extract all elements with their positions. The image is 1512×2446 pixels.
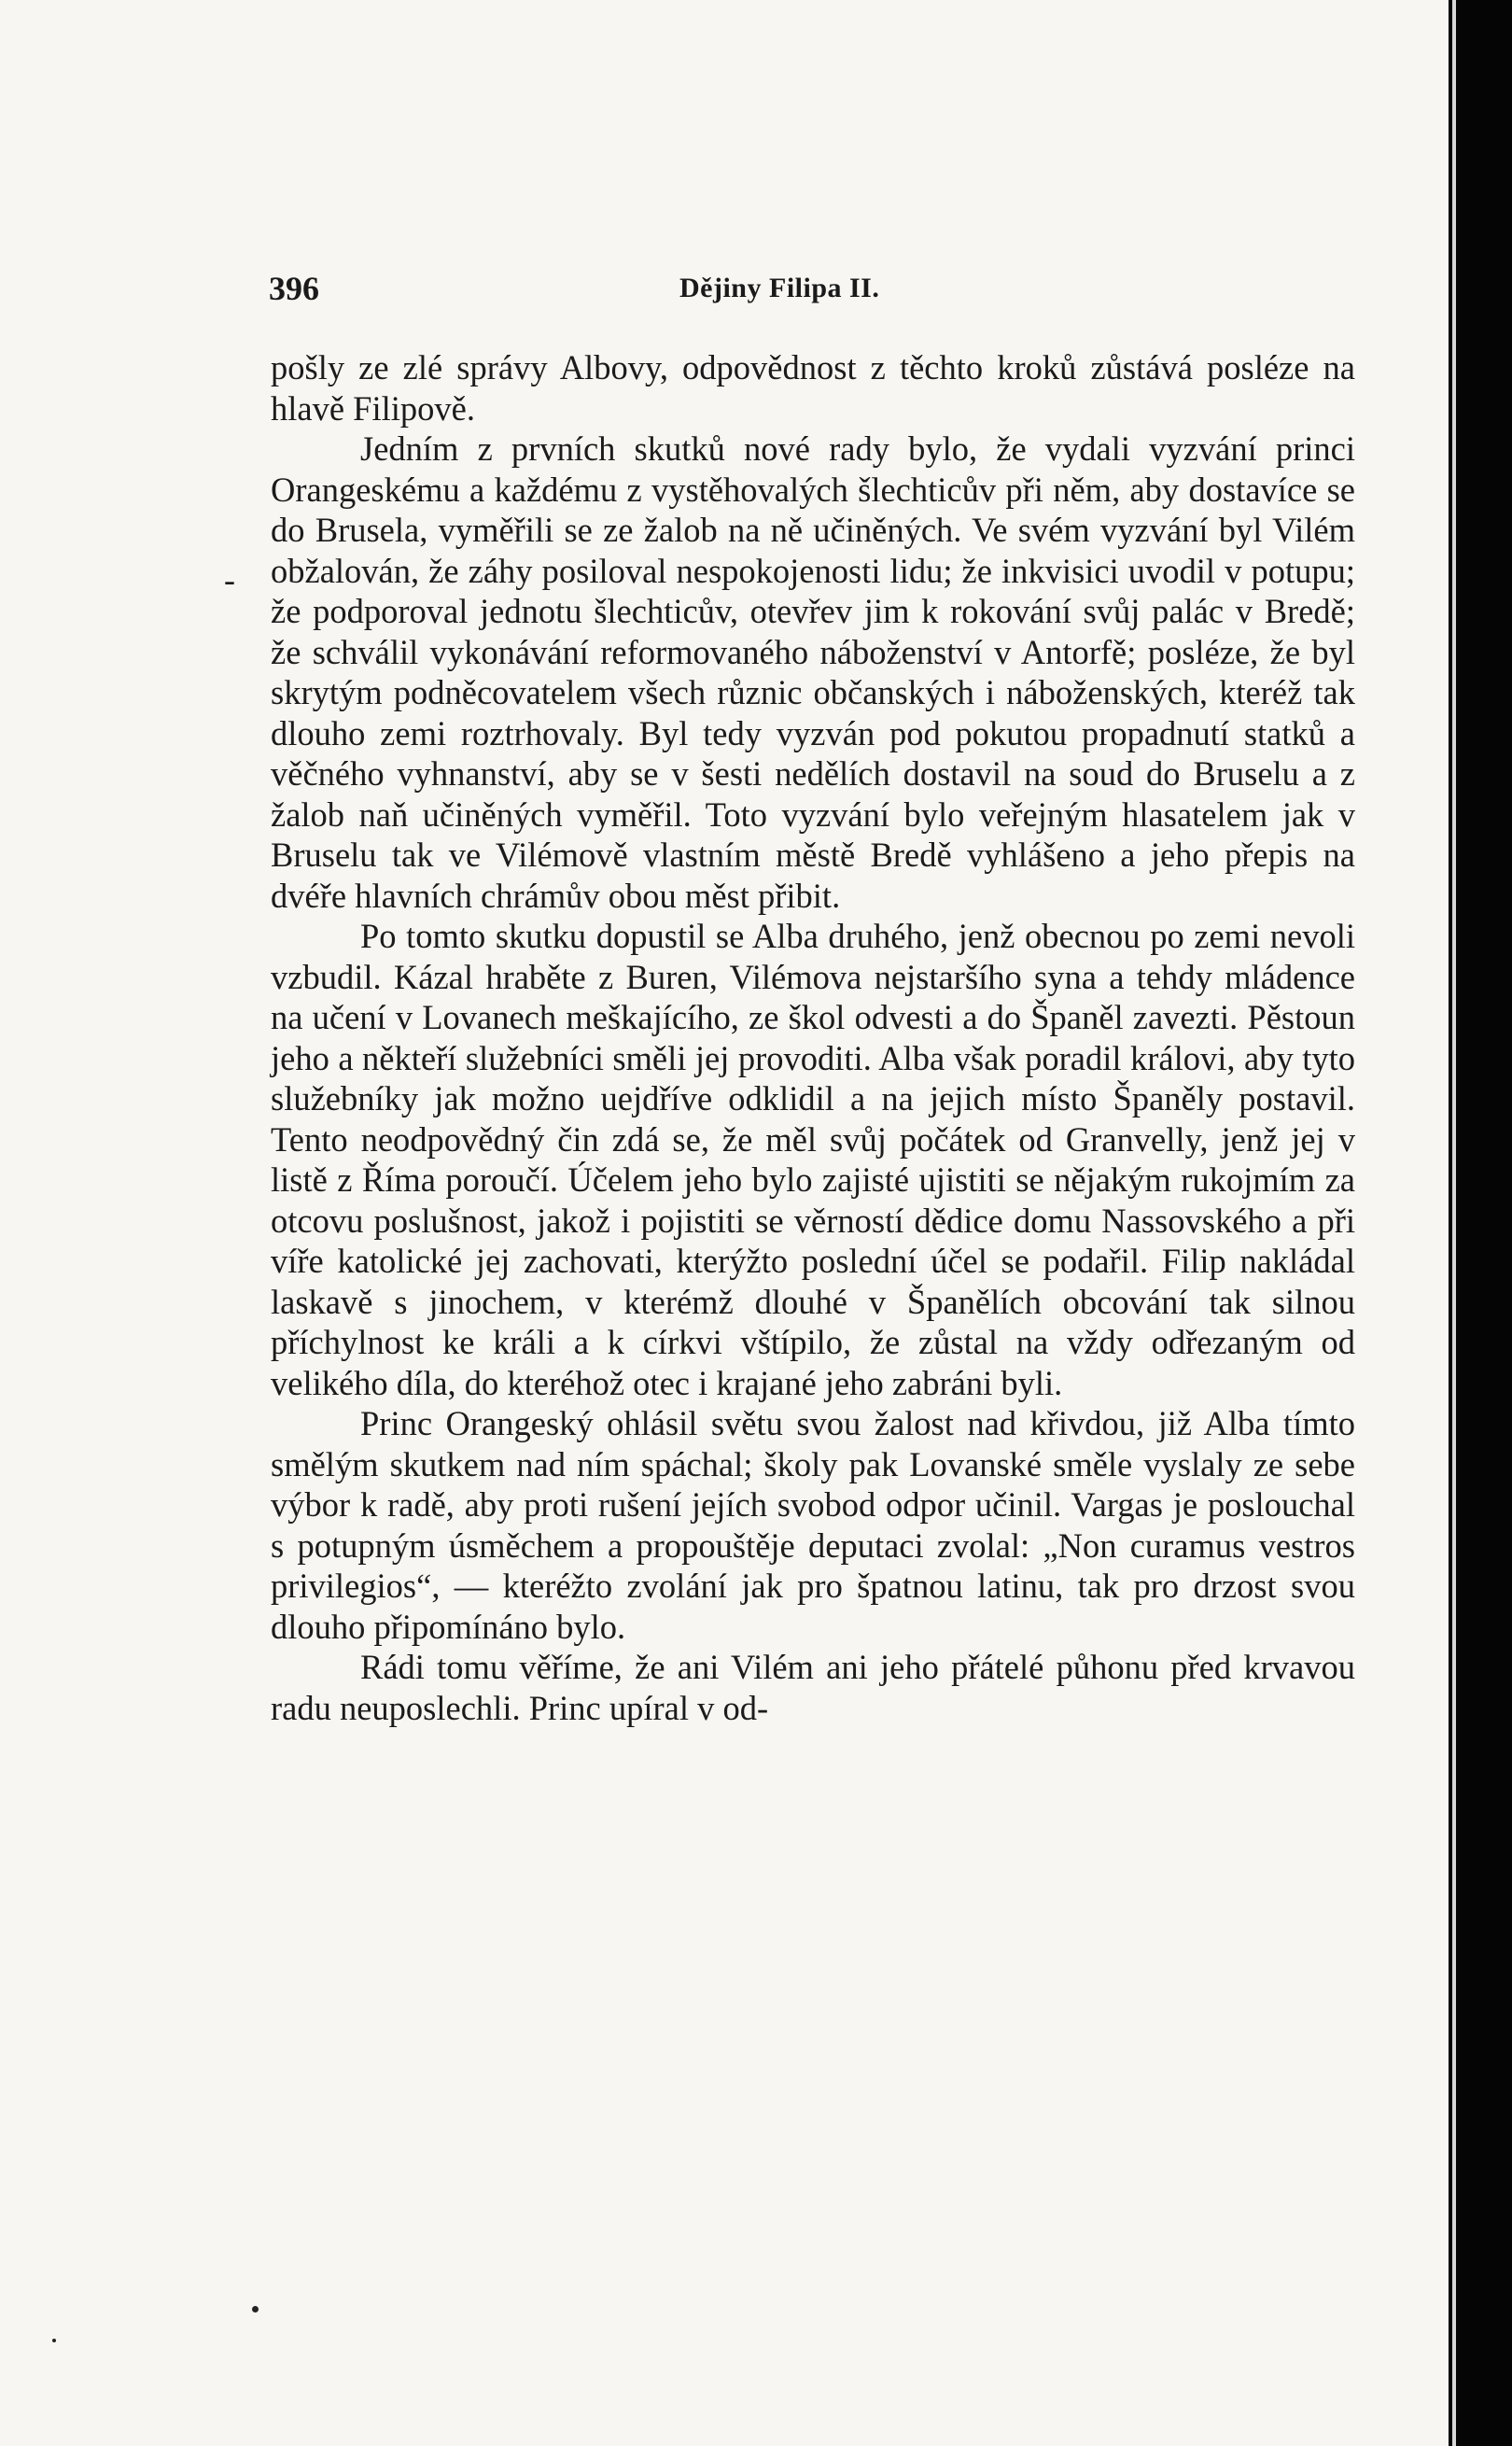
paragraph-4: Princ Orangeský ohlásil světu svou žalost nad křivdou, již Alba tímto smělým skutkem nad ním spáchal; školy pak Lovanské směle vyslaly ze sebe výbor k radě, aby proti rušení jejích svobod odpor učinil. Vargas je poslouchal s potupným úsměchem a propouštěje deputaci zvolal: „Non curamus vestros privilegios“, — kteréžto zvolání jak pro špatnou latinu, tak pro drzost svou dlouho připomínáno bylo. — [271, 1404, 1355, 1646]
page-number: 396 — [269, 270, 319, 307]
paragraph-5: Rádi tomu věříme, že ani Vilém ani jeho přátelé půhonu před krvavou radu neuposlechli. Princ upíral v od- — [271, 1648, 1355, 1727]
running-head: Dějiny Filipa II. — [679, 273, 880, 303]
scan-speck — [252, 2306, 259, 2312]
body-text — [271, 347, 1355, 1728]
paragraph-1: pošly ze zlé správy Albovy, odpovědnost z těchto kroků zůstává posléze na hlavě Filipově. — [271, 348, 1355, 428]
margin-mark: - — [224, 561, 235, 598]
page-edge-line — [1452, 0, 1456, 2446]
scan-border — [1449, 0, 1512, 2446]
page-header — [269, 269, 1370, 316]
paragraph-2: Jedním z prvních skutků nové rady bylo, že vydali vyzvání princi Orangeskému a každému z vystěhovalých šlechticův při něm, aby dostavíce se do Brusela, vyměřili se ze žalob na ně učiněných. Ve svém vyzvání byl Vilém obžalován, že záhy posiloval nespokojenosti lidu; že inkvisici uvodil v potupu; že podporoval jednotu šlechticův, otevřev jim k rokování svůj palác v Bredě; že schválil vykonávání reformovaného náboženství v Antorfě; posléze, že byl skrytým podněcovatelem všech různic občanských i náboženských, kteréž tak dlouho zemi roztrhovaly. Byl tedy vyzván pod pokutou propadnutí statků a věčného vyhnanství, aby se v šesti nedělích dostavil na soud do Bruselu a z žalob naň učiněných vyměřil. Toto vyzvání bylo veřejným hlasatelem jak v Bruselu tak ve Vilémově vlastním městě Bredě vyhlášeno a jeho přepis na dvéře hlavních chrámův obou měst přibit. — [271, 429, 1355, 915]
paragraph-3: Po tomto skutku dopustil se Alba druhého, jenž obecnou po zemi nevoli vzbudil. Kázal hraběte z Buren, Vilémova nejstaršího syna a tehdy mládence na učení v Lovanech meškajícího, ze škol odvesti a do Španěl zavezti. Pěstoun jeho a někteří služebníci směli jej provoditi. Alba však poradil královi, aby tyto služebníky jak možno uejdříve odklidil a na jejich místo Španěly postavil. Tento neodpovědný čin zdá se, že měl svůj počátek od Granvelly, jenž jej v listě z Říma poroučí. Účelem jeho bylo zajisté ujistiti se nějakým rukojmím za otcovu poslušnost, jakož i pojistiti se věrností dědice domu Nassovského a při víře katolické jej zachovati, kterýžto poslední účel se podařil. Filip nakládal laskavě s jinochem, v kterémž dlouhé v Španělích obcování tak silnou příchylnost ke králi a k církvi vštípilo, že zůstal na vždy odřezaným od velikého díla, do kteréhož otec i krajané jeho zabráni byli. — [271, 917, 1355, 1402]
scan-speck — [52, 2339, 56, 2342]
